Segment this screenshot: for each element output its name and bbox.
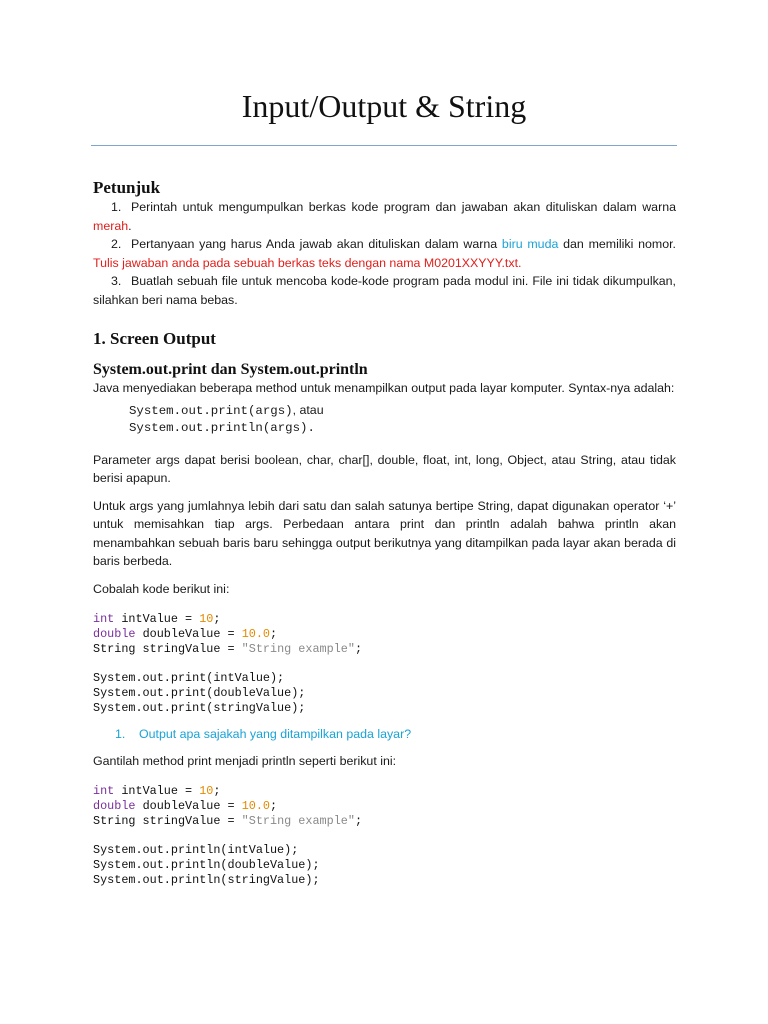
code-text: intValue = — [114, 612, 200, 626]
code-number: 10.0 — [241, 798, 271, 813]
code-text: String stringValue = — [93, 641, 242, 656]
syntax-text: , atau — [292, 402, 324, 417]
intro-paragraph: Java menyediakan beberapa method untuk menampilkan output pada layar komputer. Syntax-nya adalah: — [93, 381, 675, 395]
code-text: String stringValue = — [93, 813, 242, 828]
code-keyword: double — [93, 626, 136, 641]
code-sample-println — [93, 784, 676, 888]
code-number: 10.0 — [241, 626, 271, 641]
red-highlight: Tulis jawaban anda pada sebuah berkas teks dengan nama M0201XXYYY.txt. — [93, 255, 522, 270]
instruction-list — [93, 198, 676, 309]
page-title: Input/Output & String — [241, 88, 527, 124]
code-text: doubleValue = — [135, 626, 242, 641]
code-text: ; — [354, 641, 363, 656]
instruction-text: Pertanyaan yang harus Anda jawab akan dituliskan dalam warna — [131, 237, 502, 251]
code-sample-print — [93, 612, 676, 716]
code-line: System.out.print(intValue); — [93, 671, 285, 686]
document-body — [93, 178, 676, 888]
instruction-text-mid: dan memiliki nomor. — [558, 237, 676, 251]
code-text: ; — [270, 626, 278, 641]
instruction-item — [93, 235, 676, 272]
title-divider — [91, 145, 677, 146]
code-keyword: int — [93, 784, 115, 799]
question-number: 1. — [115, 726, 126, 741]
code-line: System.out.println(stringValue); — [93, 872, 320, 887]
instruction-number: 3. — [111, 274, 122, 288]
section-heading: 1. Screen Output — [93, 329, 216, 348]
code-number: 10 — [199, 612, 214, 626]
try-code-text: Cobalah kode berikut ini: — [93, 581, 230, 596]
instruction-text-end: . — [128, 218, 132, 233]
code-string: "String example" — [241, 641, 355, 656]
syntax-code: System.out.print(args) — [129, 403, 293, 418]
instruction-text: Perintah untuk mengumpulkan berkas kode program dan jawaban akan dituliskan dalam warna — [131, 200, 676, 214]
code-text: intValue = — [114, 784, 200, 799]
instruction-number: 1. — [111, 200, 122, 214]
question-text: Output apa sajakah yang ditampilkan pada layar? — [139, 726, 412, 741]
petunjuk-heading: Petunjuk — [93, 178, 161, 197]
question-1 — [115, 725, 676, 743]
replace-method-text: Gantilah method print menjadi println seperti berikut ini: — [93, 753, 397, 768]
red-highlight: merah — [93, 218, 129, 233]
params-paragraph: Parameter args dapat berisi boolean, char, char[], double, float, int, long, Object, atau String, atau tidak berisi apapun. — [93, 452, 676, 485]
instruction-text: Buatlah sebuah file untuk mencoba kode-kode program pada modul ini. File ini tidak dikumpulkan, silahkan beri nama bebas. — [93, 274, 676, 307]
subsection-heading: System.out.print dan System.out.println — [93, 361, 368, 378]
code-string: "String example" — [241, 813, 355, 828]
code-text: ; — [213, 784, 221, 799]
args-paragraph: Untuk args yang jumlahnya lebih dari satu dan salah satunya bertipe String, dapat digunakan operator ‘+’ untuk memisahkan tiap args. Perbedaan antara print dan println adalah bahwa println akan menambahkan sebuah baris baru sehingga output berikutnya yang ditampilkan pada layar akan berada di baris berbeda. — [93, 498, 676, 568]
code-keyword: double — [93, 798, 136, 813]
code-line: System.out.println(doubleValue); — [93, 858, 320, 873]
blue-highlight: biru muda — [501, 237, 559, 251]
code-text: ; — [354, 813, 363, 828]
code-line: System.out.println(intValue); — [93, 843, 299, 858]
code-text: ; — [270, 798, 278, 813]
syntax-line-print — [129, 402, 676, 420]
instruction-item — [93, 272, 676, 309]
code-line: System.out.print(doubleValue); — [93, 685, 306, 700]
syntax-line-println: System.out.println(args). — [129, 420, 315, 435]
code-line: System.out.print(stringValue); — [93, 700, 306, 715]
code-keyword: int — [93, 612, 115, 626]
code-number: 10 — [199, 784, 214, 799]
code-text: ; — [213, 612, 221, 626]
instruction-number: 2. — [111, 237, 122, 251]
code-text: doubleValue = — [135, 798, 242, 813]
instruction-item — [93, 198, 676, 235]
